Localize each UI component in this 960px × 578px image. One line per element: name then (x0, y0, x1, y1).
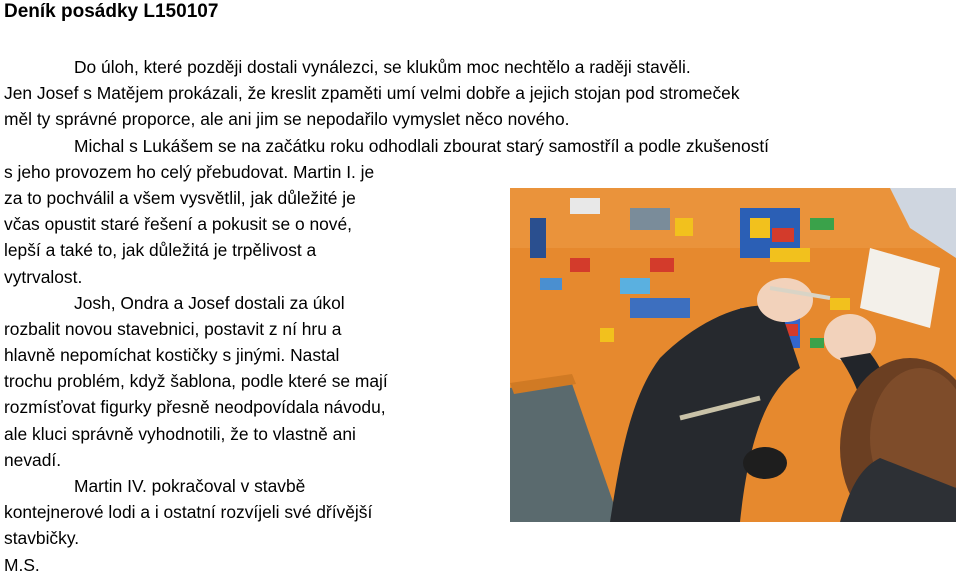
text-line: včas opustit staré řešení a pokusit se o nové, (4, 214, 352, 235)
text-line: Jen Josef s Matějem prokázali, že kreslit zpaměti umí velmi dobře a jejich stojan pod stromeček (4, 83, 740, 104)
text-line: Do úloh, které později dostali vynálezci, se klukům moc nechtělo a raději stavěli. (74, 57, 691, 77)
text-line: ale kluci správně vyhodnotili, že to vlastně ani (4, 423, 356, 444)
lego-brick (570, 258, 590, 272)
lego-building-photo (510, 188, 956, 522)
page-title: Deník posádky L150107 (4, 1, 219, 22)
text-line: rozmísťovat figurky přesně neodpovídala návodu, (4, 397, 386, 418)
lego-brick (650, 258, 674, 272)
shoe (743, 447, 787, 479)
lego-brick (675, 218, 693, 236)
text-line: měl ty správné proporce, ale ani jim se nepodařilo vymyslet něco nového. (4, 109, 570, 130)
text-line: trochu problém, když šablona, podle které se mají (4, 371, 388, 392)
lego-brick (530, 218, 546, 258)
text-line: vytrvalost. (4, 266, 83, 287)
text-line: stavbičky. (4, 528, 80, 549)
text-line: rozbalit novou stavebnici, postavit z ní hru a (4, 318, 342, 339)
lego-brick (630, 208, 670, 230)
text-line: M.S. (4, 554, 40, 575)
text-line: Martin IV. pokračoval v stavbě (74, 476, 306, 496)
text-line: s jeho provozem ho celý přebudovat. Martin I. je (4, 161, 375, 182)
lego-brick (810, 338, 824, 348)
lego-brick (570, 198, 600, 214)
lego-brick (830, 298, 850, 310)
lego-brick (630, 298, 690, 318)
hand-left (757, 278, 813, 322)
text-line: nevadí. (4, 449, 62, 470)
text-line: Michal s Lukášem se na začátku roku odhodlali zbourat starý samostříl a podle zkušeností (74, 135, 770, 156)
lego-brick (810, 218, 834, 230)
text-line: za to pochválil a všem vysvětlil, jak důležité je (4, 187, 356, 208)
photo-illustration (510, 188, 956, 522)
text-line: hlavně nepomíchat kostičky s jinými. Nastal (4, 345, 340, 366)
lego-brick (750, 218, 770, 238)
text-line: lepší a také to, jak důležitá je trpělivost a (4, 240, 317, 261)
lego-brick (620, 278, 650, 294)
lego-brick (770, 248, 810, 262)
table-highlight (510, 188, 956, 248)
lego-brick (600, 328, 614, 342)
text-line: Josh, Ondra a Josef dostali za úkol (74, 292, 345, 313)
lego-brick (540, 278, 562, 290)
lego-brick (772, 228, 794, 242)
text-line: kontejnerové lodi a i ostatní rozvíjeli své dřívější (4, 502, 373, 523)
